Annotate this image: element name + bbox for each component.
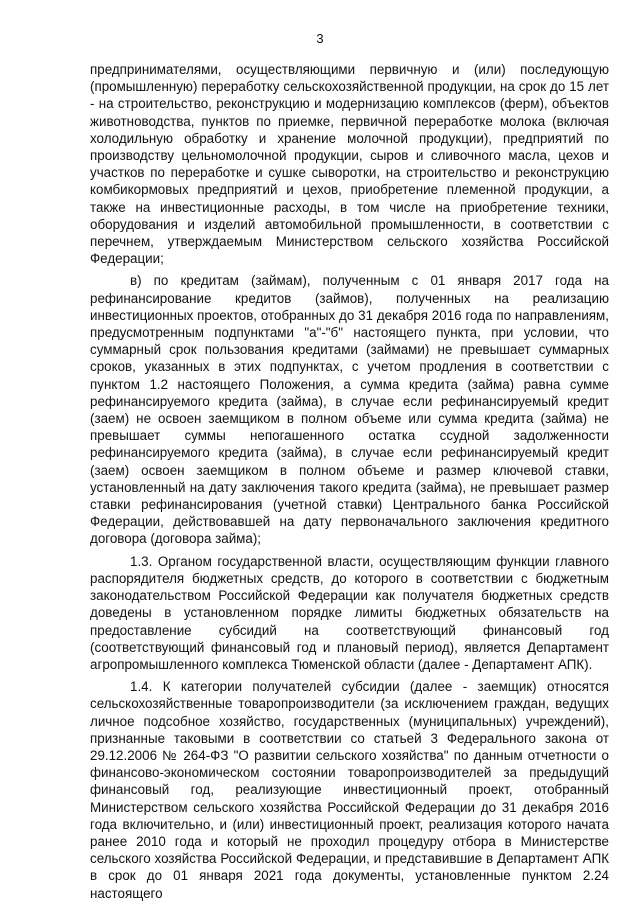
paragraph-continuation: предпринимателями, осуществляющими первичную и (или) последующую (промышленную) переработку сельскохозяйственной продукции, на срок до 15 лет - на строительство, реконструкцию и модернизацию комплексов (ферм), объектов животноводства, пунктов по приемке, первичной переработке молока (включая холодильную обработку и хранение молочной продукции), предприятий по производству цельномолочной продукции, сыров и сливочного масла, цехов и участков по переработке и сушке сыворотки, на строительство и реконструкцию комбикормовых предприятий и цехов, приобретение племенной продукции, а также на инвестиционные расходы, в том числе на приобретение техники, оборудования и изделий автомобильной промышленности, в соответствии с перечнем, утверждаемым Министерством сельского хозяйства Российской Федерации; bbox=[90, 62, 609, 267]
paragraph-clause-1-3: 1.3. Органом государственной власти, осуществляющим функции главного распорядителя бюджетных средств, до которого в соответствии с бюджетным законодательством Российской Федерации как получателя бюджетных средств доведены в установленном порядке лимиты бюджетных обязательств на предоставление субсидий на соответствующий финансовый год (соответствующий финансовый год и плановый период), является Департамент агропромышленного комплекса Тюменской области (далее - Департамент АПК). bbox=[90, 553, 609, 672]
document-body bbox=[90, 61, 609, 902]
paragraph-clause-1-4: 1.4. К категории получателей субсидии (далее - заемщик) относятся сельскохозяйственные товаропроизводители (за исключением граждан, ведущих личное подсобное хозяйство, государственных (муниципальных) учреждений), признанные таковыми в соответствии со статьей 3 Федерального закона от 29.12.2006 № 264-ФЗ "О развитии сельского хозяйства" по данным отчетности о финансово-экономическом состоянии товаропроизводителей за предыдущий финансовый год, реализующие инвестиционный проект, отобранный Министерством сельского хозяйства Российской Федерации до 31 декабря 2016 года включительно, и (или) инвестиционный проект, реализация которого начата ранее 2010 года и который не проходил процедуру отбора в Министерстве сельского хозяйства Российской Федерации, и представившие в Департамент АПК в срок до 01 января 2021 года документы, установленные пунктом 2.24 настоящего bbox=[90, 679, 609, 901]
page-number: 3 bbox=[316, 31, 324, 46]
paragraph-subitem-v: в) по кредитам (займам), полученным с 01 января 2017 года на рефинансирование кредитов (займов), полученных на реализацию инвестиционных проектов, отобранных до 31 декабря 2016 года по направлениям, предусмотренным подпунктами "а"-"б" настоящего пункта, при условии, что суммарный срок пользования кредитами (займами) не превышает суммарных сроков, указанных в этих подпунктах, с учетом продления в соответствии с пунктом 1.2 настоящего Положения, а сумма кредита (займа) равна сумме рефинансируемого кредита (займа), в случае если рефинансируемый кредит (заем) не освоен заемщиком в полном объеме или сумма кредита (займа) не превышает суммы непогашенного остатка ссудной задолженности рефинансируемого кредита (займа), в случае если рефинансируемый кредит (заем) освоен заемщиком в полном объеме и размер ключевой ставки, установленный на дату заключения такого кредита (займа), не превышает размер ставки рефинансирования (учетной ставки) Центрального банка Российской Федерации, действовавшей на дату первоначального заключения кредитного договора (договора займа); bbox=[90, 273, 609, 547]
